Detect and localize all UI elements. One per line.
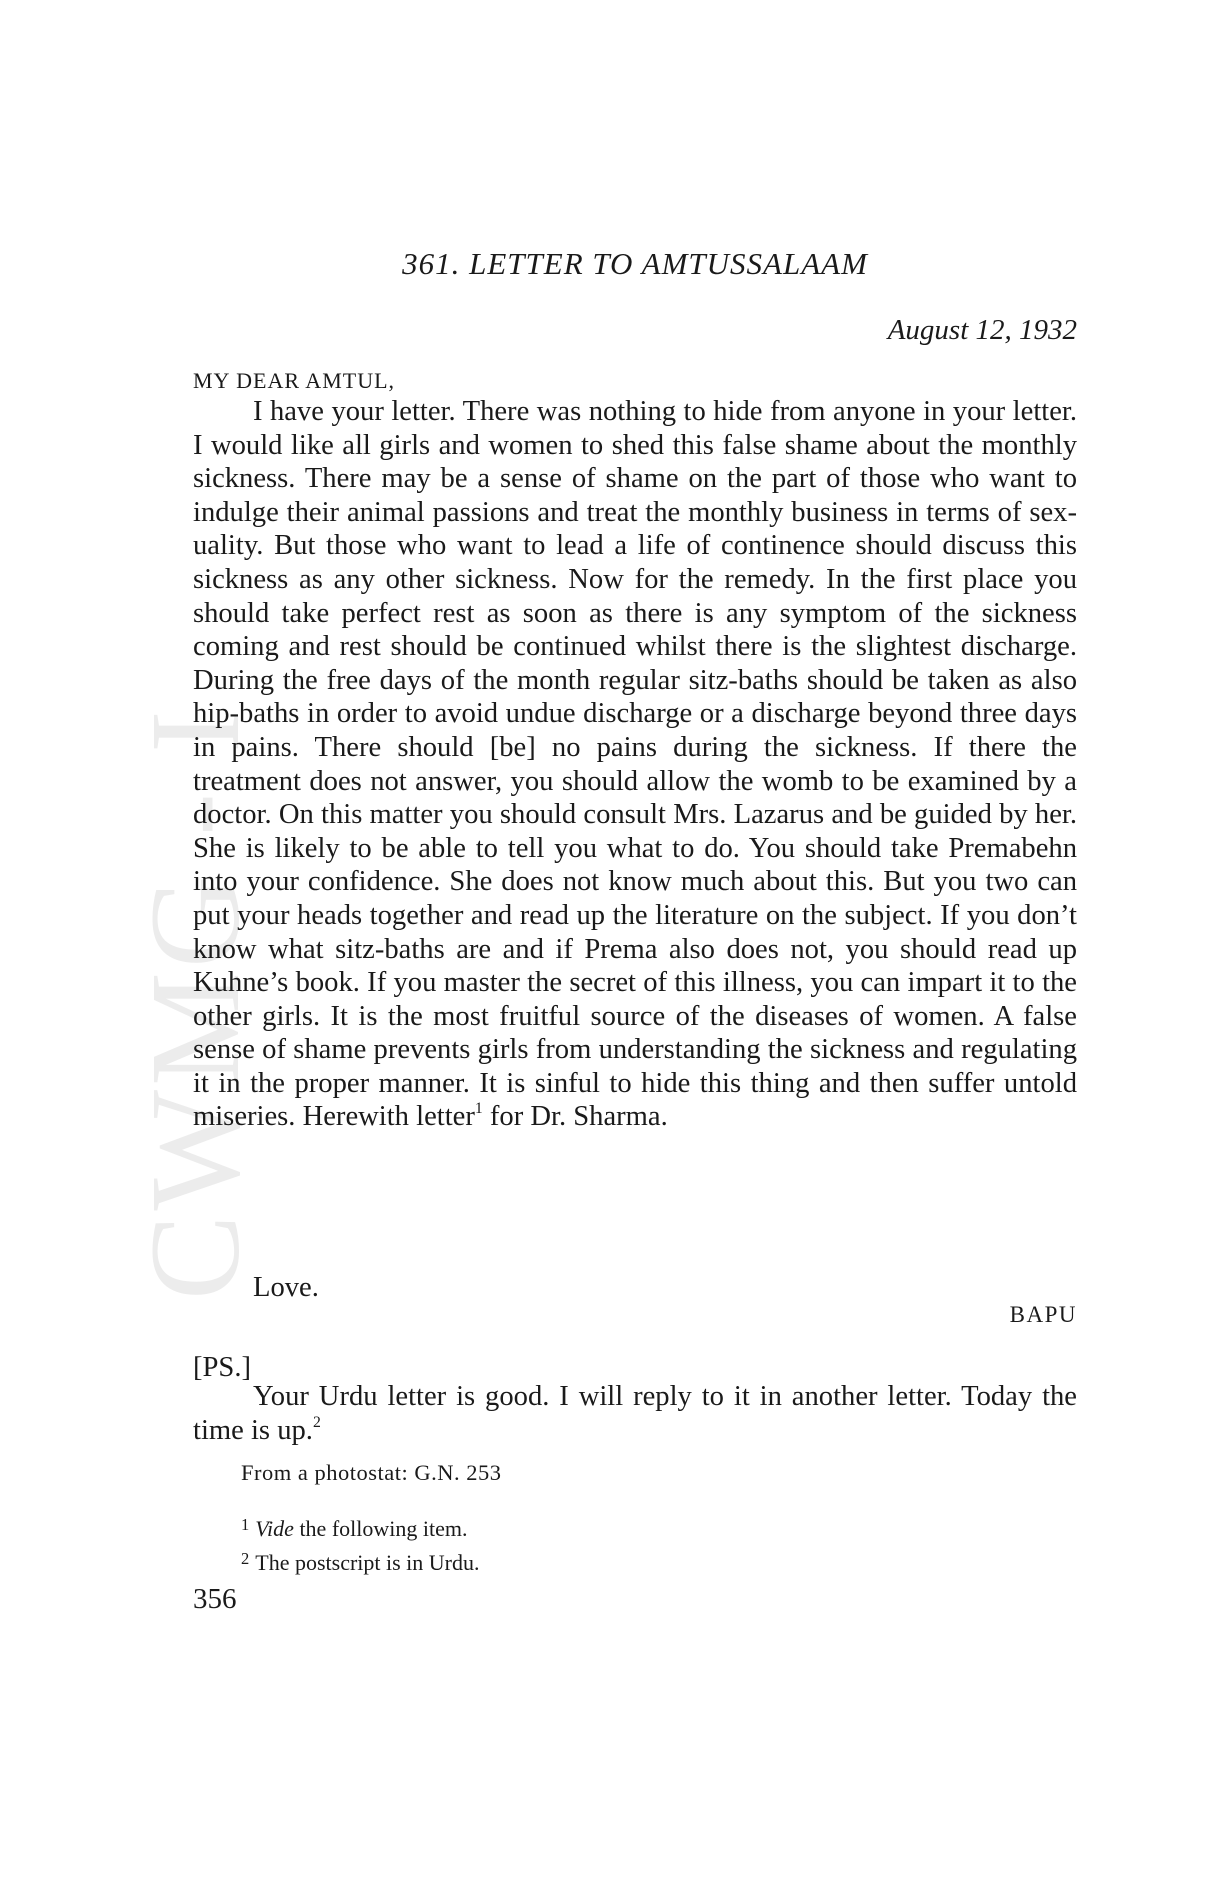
footnote-number: 1 (241, 1515, 250, 1534)
postscript-body (193, 1380, 1077, 1448)
letter-date: August 12, 1932 (887, 314, 1077, 346)
postscript-paragraph (193, 1380, 1077, 1448)
postscript-label: [PS.] (193, 1352, 251, 1383)
footnote-ref-1: 1 (474, 1100, 483, 1118)
body-text-end: for Dr. Sharma. (482, 1101, 668, 1133)
body-text: I have your letter. There was nothing to hide from anyone in your letter. I would like all girls and women to shed this false shame about the monthly sickness. There may be a sense of shame on the part of those who want to indulge their animal passions and treat the monthly business in terms of sexuality. But those who want to lead a life of continence should discuss this sickness as any other sickness. Now for the remedy. In the first place you should take perfect rest as soon as there is any symptom of the sickness coming and rest should be continued whilst there is the slightest discharge. During the free days of the month regular sitz-baths should be taken as also hip-baths in order to avoid undue discharge or a discharge beyond three days in pains. There should [be] no pains during the sickness. If there the treatment does not answer, you should allow the womb to be examined by a doctor. On this matter you should consult Mrs. Lazarus and be guided by her. She is likely to be able to tell you what to do. You should take Premabehn into your confidence. She does not know much about this. But you two can put your heads together and read up the literature on the subject. If you don’t know what sitz-baths are and if Prema also does not, you should read up Kuhne’s book. If you master the secret of this illness, you can impart it to the other girls. It is the most fruitful source of the diseases of women. A false sense of shame prevents girls from understanding the sickness and regulating it in the proper manner. It is sinful to hide this thing and then suffer untold miseries. Herewith letter (193, 396, 1077, 1133)
page-number: 356 (193, 1583, 237, 1615)
salutation: MY DEAR AMTUL, (193, 368, 396, 393)
watermark: CWMG - I (124, 706, 266, 1300)
body-paragraph (193, 395, 1077, 1134)
footnote-number: 2 (241, 1548, 250, 1568)
source-note: From a photostat: G.N. 253 (241, 1460, 502, 1485)
footnote-ref-2: 2 (312, 1414, 321, 1432)
footnote-italic: Vide (255, 1515, 294, 1541)
closing: Love. (253, 1272, 319, 1303)
footnote-1 (241, 1510, 480, 1544)
footnote-text: the following item. (293, 1515, 468, 1541)
footnotes (241, 1510, 480, 1578)
letter-title: 361. LETTER TO AMTUSSALAAM (402, 246, 868, 281)
signature: BAPU (1009, 1302, 1077, 1327)
postscript-text: Your Urdu letter is good. I will reply to it in another letter. Today the time is up. (193, 1381, 1077, 1446)
footnote-text: The postscript is in Urdu. (255, 1549, 480, 1575)
letter-body (193, 395, 1077, 1134)
footnote-2 (241, 1544, 480, 1578)
